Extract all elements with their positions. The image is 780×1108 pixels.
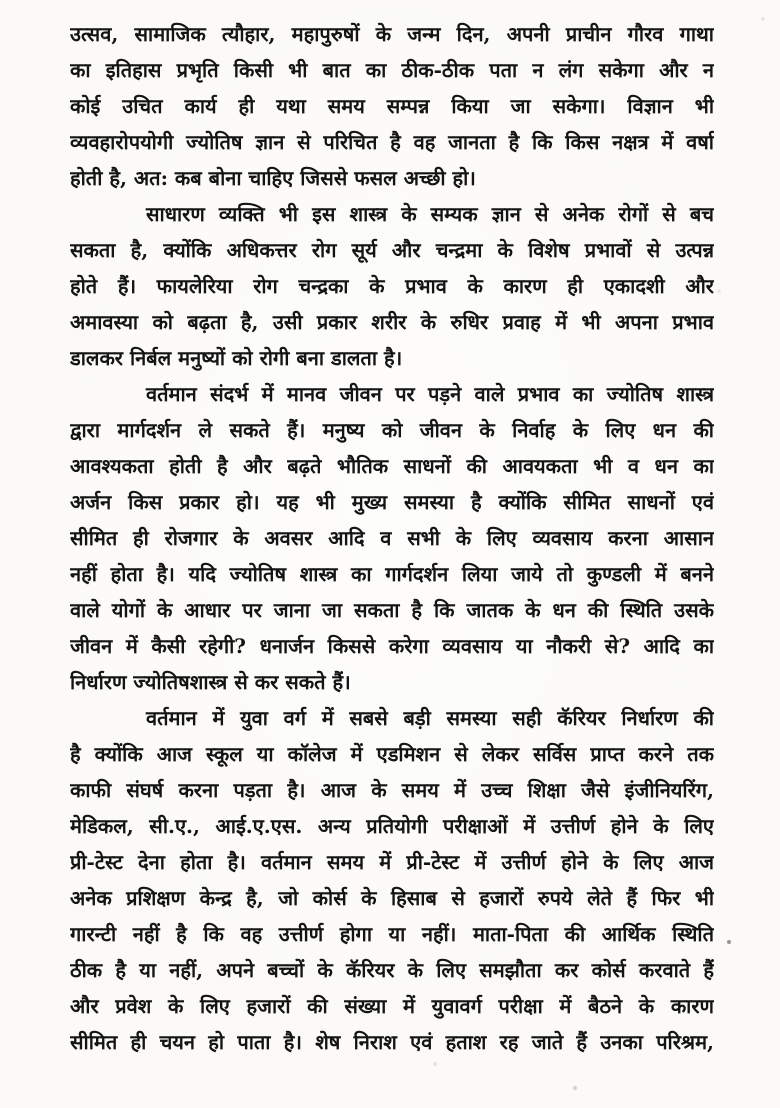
- text-line: सकता है, क्योंकि अधिकत्तर रोग सूर्य और चन्द्रमा के विशेष प्रभावों से उत्पन्न: [70, 238, 714, 262]
- text-line: सीमित ही चयन हो पाता है। शेष निराश एवं हताश रह जाते हैं उनका परिश्रम,: [70, 1030, 714, 1054]
- text-line: द्वारा मार्गदर्शन ले सकते हैं। मनुष्य को जीवन के निर्वाह के लिए धन की: [70, 418, 714, 442]
- text-line: वाले योगों के आधार पर जाना जा सकता है कि जातक के धन की स्थिति उसके: [70, 598, 714, 622]
- paragraph: [70, 16, 714, 196]
- text-line: गारन्टी नहीं है कि वह उत्तीर्ण होगा या नहीं। माता-पिता की आर्थिक स्थिति: [70, 922, 714, 946]
- text-line: होते हैं। फायलेरिया रोग चन्द्रका के प्रभाव के कारण ही एकादशी और: [70, 274, 714, 298]
- text-line: काफी संघर्ष करना पड़ता है। आज के समय में उच्च शिक्षा जैसे इंजीनियरिंग,: [70, 778, 714, 802]
- text-line: प्री-टेस्ट देना होता है। वर्तमान समय में प्री-टेस्ट में उत्तीर्ण होने के लिए आज: [70, 850, 714, 874]
- paragraph: [70, 376, 714, 700]
- text-line: निर्धारण ज्योतिषशास्त्र से कर सकते हैं।: [70, 670, 351, 694]
- text-line: वर्तमान संदर्भ में मानव जीवन पर पड़ने वाले प्रभाव का ज्योतिष शास्त्र: [146, 382, 714, 406]
- text-line: होती है, अत: कब बोना चाहिए जिससे फसल अच्छी हो।: [70, 166, 476, 190]
- paragraph: [70, 196, 714, 376]
- text-line: अमावस्या को बढ़ता है, उसी प्रकार शरीर के रुधिर प्रवाह में भी अपना प्रभाव: [70, 310, 714, 334]
- text-line: अनेक प्रशिक्षण केन्द्र है, जो कोर्स के हिसाब से हजारों रुपये लेते हैं फिर भी: [70, 886, 714, 910]
- text-line: सीमित ही रोजगार के अवसर आदि व सभी के लिए व्यवसाय करना आसान: [70, 526, 714, 550]
- text-line: मेडिकल, सी.ए., आई.ए.एस. अन्य प्रतियोगी परीक्षाओं में उत्तीर्ण होने के लिए: [70, 814, 714, 838]
- document-text: [70, 16, 714, 1060]
- text-line: का इतिहास प्रभृति किसी भी बात का ठीक-ठीक पता न लंग सकेगा और न: [70, 58, 714, 82]
- text-line: उत्सव, सामाजिक त्यौहार, महापुरुषों के जन्म दिन, अपनी प्राचीन गौरव गाथा: [70, 22, 714, 46]
- text-line: डालकर निर्बल मनुष्यों को रोगी बना डालता है।: [70, 346, 403, 370]
- text-line: कोई उचित कार्य ही यथा समय सम्पन्न किया जा सकेगा। विज्ञान भी: [70, 94, 714, 118]
- text-line: व्यवहारोपयोगी ज्योतिष ज्ञान से परिचित है वह जानता है कि किस नक्षत्र में वर्षा: [70, 130, 714, 154]
- paragraph: [70, 700, 714, 1060]
- text-line: वर्तमान में युवा वर्ग में सबसे बड़ी समस्या सही कॅरियर निर्धारण की: [146, 706, 714, 730]
- text-line: अर्जन किस प्रकार हो। यह भी मुख्य समस्या है क्योंकि सीमित साधनों एवं: [70, 490, 714, 514]
- text-line: साधारण व्यक्ति भी इस शास्त्र के सम्यक ज्ञान से अनेक रोगों से बच: [146, 202, 714, 226]
- text-line: ठीक है या नहीं, अपने बच्चों के कॅरियर के लिए समझौता कर कोर्स करवाते हैं: [70, 958, 714, 982]
- text-line: नहीं होता है। यदि ज्योतिष शास्त्र का गार्गदर्शन लिया जाये तो कुण्डली में बनने: [70, 562, 714, 586]
- text-line: जीवन में कैसी रहेगी? धनार्जन किससे करेगा व्यवसाय या नौकरी से? आदि का: [70, 634, 714, 658]
- text-line: है क्योंकि आज स्कूल या कॉलेज में एडमिशन से लेकर सर्विस प्राप्त करने तक: [70, 742, 714, 766]
- text-line: आवश्यकता होती है और बढ़ते भौतिक साधनों की आवयकता भी व धन का: [70, 454, 714, 478]
- text-line: और प्रवेश के लिए हजारों की संख्या में युवावर्ग परीक्षा में बैठने के कारण: [70, 994, 714, 1018]
